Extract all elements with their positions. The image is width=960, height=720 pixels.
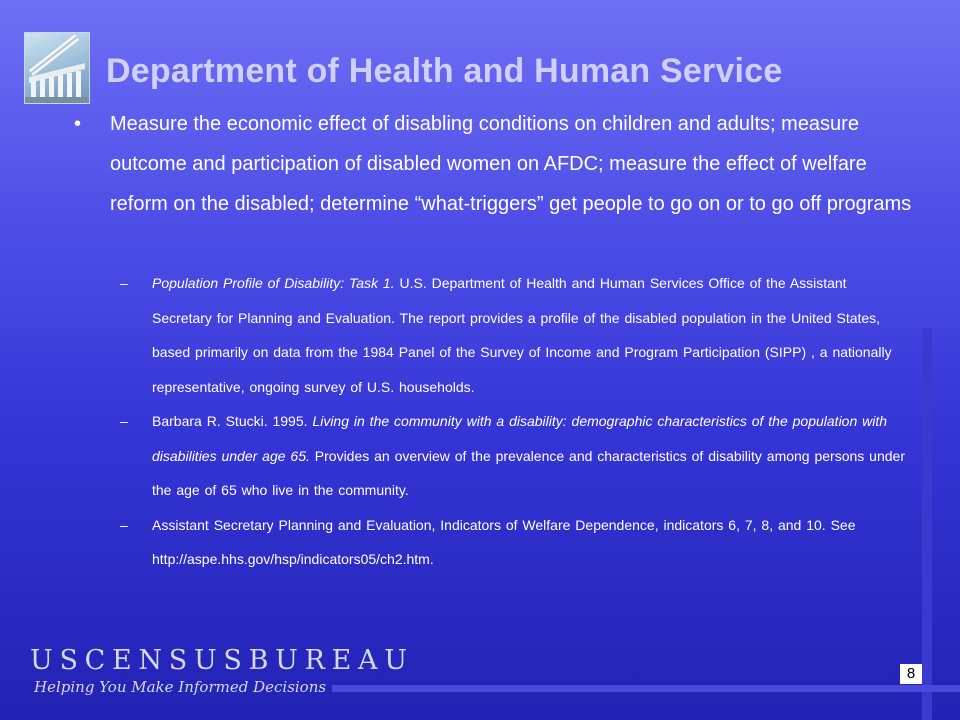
reference-text <box>152 266 910 404</box>
census-tagline: Helping You Make Informed Decisions <box>34 678 327 696</box>
dash-symbol: – <box>120 516 128 533</box>
slide-title: Department of Health and Human Service <box>106 52 783 90</box>
reference-description: U.S. Department of Health and Human Services Office of the Assistant Secretary for Planning and Evaluation. The report provides a profile of the disabled population in the United States, based primarily on data from the 1984 Panel of the Survey of Income and Program Participation (SIPP) , a nationally representative, ongoing survey of U.S. households. <box>152 275 892 395</box>
main-bullet-text: Measure the economic effect of disabling conditions on children and adults; measure outcome and participation of disabled women on AFDC; measure the effect of welfare reform on the disabled; determine “what-triggers” get people to go on or to go off programs <box>110 113 912 215</box>
reference-author: Barbara R. Stucki. 1995. <box>152 413 313 429</box>
reference-item <box>120 404 910 508</box>
dash-symbol: – <box>120 413 128 429</box>
reference-title: Living in the community with a disability: demographic characteristics of the population with disabilities under age 65. <box>152 413 888 464</box>
decorative-horizontal-line <box>332 685 960 692</box>
census-bureau-wordmark: USCENSUSBUREAU <box>30 645 414 676</box>
capitol-building-icon <box>24 32 90 104</box>
reference-item <box>120 266 910 404</box>
page-number: 8 <box>900 664 922 684</box>
main-bullet <box>74 104 914 224</box>
reference-text <box>152 508 910 577</box>
reference-description: Assistant Secretary Planning and Evaluation, Indicators of Welfare Dependence, indicators 6, 7, 8, and 10. See http://aspe.hhs.gov/hsp/indicators05/ch2.htm. <box>152 516 856 567</box>
reference-title: Population Profile of Disability: Task 1. <box>152 275 395 291</box>
decorative-vertical-line <box>922 328 932 720</box>
reference-description: Provides an overview of the prevalence and characteristics of disability among persons under the age of 65 who live in the community. <box>152 447 905 498</box>
reference-item <box>120 508 910 577</box>
dash-symbol: – <box>120 275 128 291</box>
reference-text <box>152 404 910 508</box>
reference-list <box>120 266 910 577</box>
bullet-symbol: • <box>74 113 82 135</box>
